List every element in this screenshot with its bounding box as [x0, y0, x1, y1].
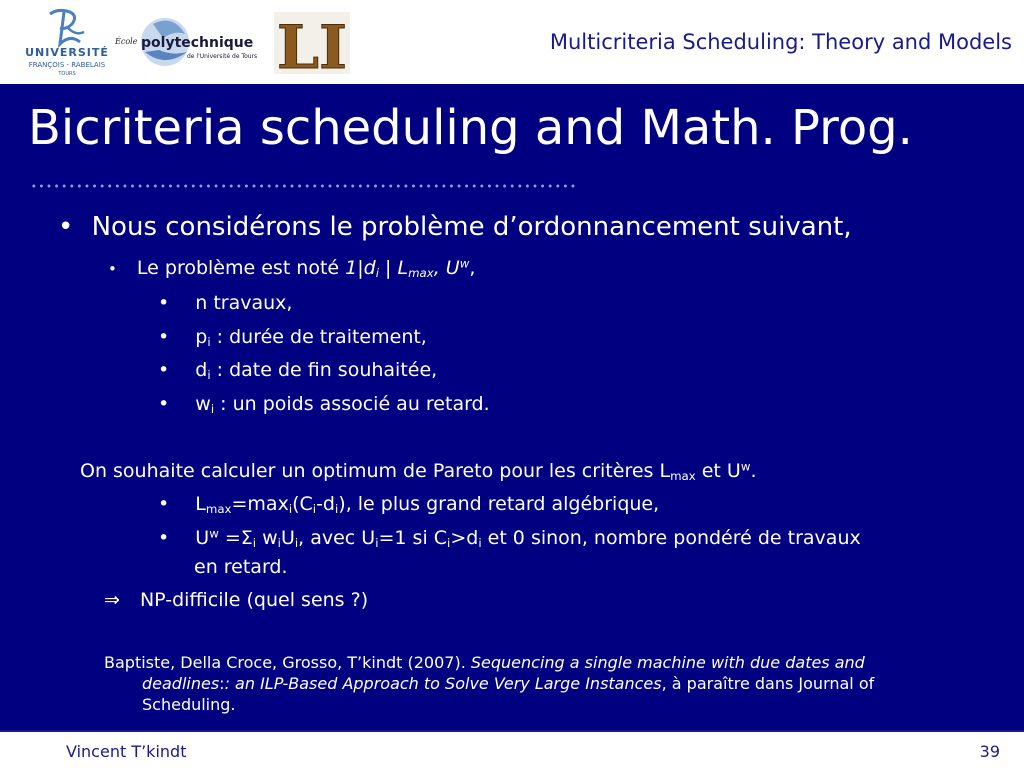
problem-notation: $1|d_i$ | $L_{max}$, $U^w$ — [345, 256, 470, 280]
svg-text:LI: LI — [276, 13, 348, 80]
bullet-icon: • — [158, 527, 170, 549]
bullet-item-d: • $d_i$ : date de fin souhaitée, — [158, 359, 438, 382]
bullet-uw-definition: • $U^w =\Sigma_i$ $w_iU_i$, avec $U_i=1$ si $C_i>d_i$ et 0 sinon, nombre pondéré de travaux — [158, 526, 861, 550]
polytech-logo — [115, 8, 270, 78]
intro-text: Nous considérons le problème d’ordonnancement suivant, — [91, 212, 852, 242]
svg-text:École: École — [115, 37, 138, 46]
bullet-icon: • — [158, 359, 170, 381]
implies-icon: ⇒ — [104, 589, 120, 611]
uw-definition-continuation: en retard. — [194, 556, 288, 578]
bullet-icon: • — [158, 326, 170, 348]
footer-divider — [0, 730, 1024, 732]
slide-body — [0, 84, 1024, 730]
svg-text:FRANÇOIS - RABELAIS: FRANÇOIS - RABELAIS — [28, 61, 106, 69]
slide-title: Bicriteria scheduling and Math. Prog. — [28, 100, 913, 156]
svg-text:UNIVERSITÉ: UNIVERSITÉ — [25, 46, 109, 59]
sigma-symbol: Σ — [240, 527, 253, 549]
bullet-lmax-definition: • $L_{max}=\max_i(C_i-d_i)$, le plus grand retard algébrique, — [158, 493, 660, 516]
bullet-item-n: • n travaux, — [158, 292, 293, 314]
bullet-icon: • — [108, 260, 117, 278]
page-number: 39 — [979, 742, 1000, 761]
problem-prefix: Le problème est noté — [136, 257, 346, 279]
presentation-title: Multicriteria Scheduling: Theory and Models — [549, 30, 1012, 54]
bullet-icon: • — [158, 393, 170, 415]
bullet-item-w: • $w_i$ : un poids associé au retard. — [158, 393, 490, 416]
np-hard-statement: ⇒ NP-difficile (quel sens ?) — [104, 589, 369, 611]
pareto-paragraph: On souhaite calculer un optimum de Pareto pour les critères $L_{max}$ et $U^w$. — [80, 459, 757, 483]
bullet-problem: • Le problème est noté $1|d_i$ | $L_{max}$, $U^w$, — [108, 256, 476, 280]
svg-text:TOURS: TOURS — [58, 71, 76, 77]
svg-text:de l'Université de Tours: de l'Université de Tours — [187, 53, 258, 60]
bullet-icon: • — [58, 212, 74, 242]
bibliographic-reference: Baptiste, Della Croce, Grosso, T’kindt (2007). Sequencing a single machine with due dates and deadlines:: an ILP-Based Approach to Solve Very Large Instances, à paraître dans Journal of Scheduling. — [104, 653, 875, 714]
universite-tours-logo — [20, 6, 115, 78]
bullet-icon: • — [158, 292, 170, 314]
li-logo — [270, 6, 354, 80]
svg-text:polytechnique: polytechnique — [141, 35, 254, 51]
footer-author: Vincent T’kindt — [66, 742, 187, 761]
bullet-icon: • — [158, 493, 170, 515]
bullet-intro — [58, 212, 852, 242]
slide-footer — [0, 730, 1024, 768]
slide-header — [0, 0, 1024, 84]
bullet-item-p: • $p_i$ : durée de traitement, — [158, 326, 427, 349]
title-dotted-divider — [30, 183, 575, 189]
